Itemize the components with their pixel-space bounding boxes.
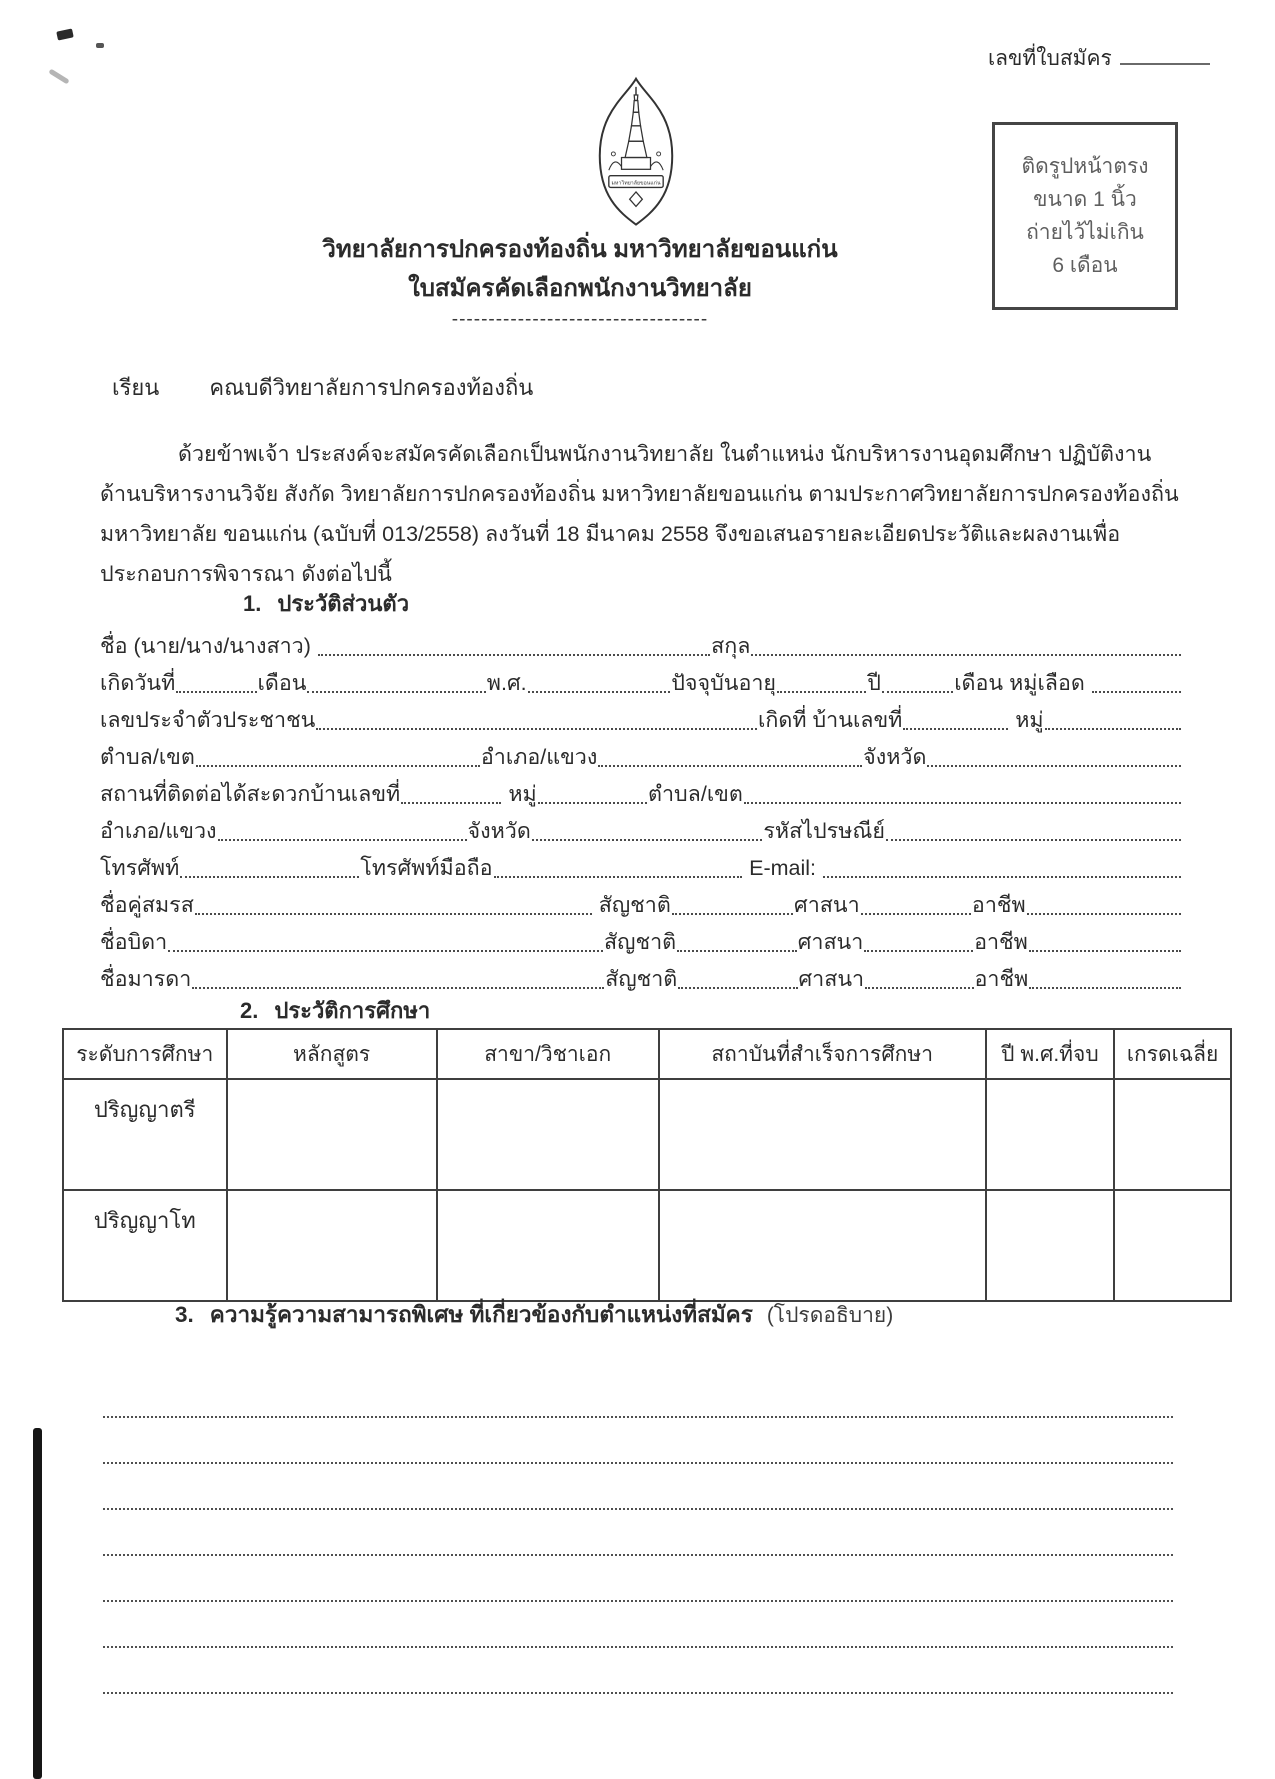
intro-paragraph [100,434,1182,594]
form-line [100,883,1182,920]
education-table-body [63,1079,1231,1301]
section3-note: (โปรดอธิบาย) [766,1304,894,1327]
document-title: วิทยาลัยการปกครองท้องถิ่น มหาวิทยาลัยขอนแก่น [322,236,838,263]
education-level-cell: ปริญญาตรี [63,1079,227,1190]
dotted-blank [1045,728,1181,730]
scan-artifact-speck [96,43,104,48]
scan-artifact-speck [56,28,74,40]
field-label: โทรศัพท์มือถือ [360,856,493,881]
intro-line: ด้วยข้าพเจ้า ประสงค์จะสมัครคัดเลือกเป็นพนักงานวิทยาลัย ในตำแหน่ง นักบริหารงานอุดมศึกษา ปฏิบัติงาน [178,442,1152,466]
field-label: สถานที่ติดต่อได้สะดวกบ้านเลขที่ [100,782,401,807]
section3-title: ความรู้ความสามารถพิเศษ ที่เกี่ยวข้องกับตำแหน่งที่สมัคร [209,1302,753,1327]
dotted-blank [823,876,1181,878]
education-empty-cell [1114,1079,1231,1190]
dotted-blank [751,654,1181,656]
field-label: อาชีพ [974,967,1029,992]
photo-box-line: ขนาด 1 นิ้ว [1033,188,1137,211]
field-label: ศาสนา [798,967,865,992]
field-label: ตำบล/เขต [648,782,743,807]
form-line [100,957,1182,994]
field-label: ศาสนา [797,930,864,955]
education-level-cell: ปริญญาโท [63,1190,227,1301]
education-empty-cell [437,1079,659,1190]
education-empty-cell [659,1190,986,1301]
education-column-header: สาขา/วิชาเอก [437,1029,659,1079]
field-label: หมู่ [502,782,537,807]
field-label: ชื่อ (นาย/นาง/นางสาว) [100,634,317,659]
dotted-blank [1029,987,1181,989]
answer-dotted-line [103,1556,1173,1602]
field-label: จังหวัด [863,745,927,770]
dotted-blank [744,802,1181,804]
scan-artifact-left-bar [33,1428,42,1779]
intro-line: มหาวิทยาลัย ขอนแก่น (ฉบับที่ 013/2558) ลงวันที่ 18 มีนาคม 2558 จึงขอเสนอรายละเอียดประวัติและผลงานเพื่อ [100,522,1121,546]
field-label: พ.ศ. [486,671,527,696]
field-label: เดือน หมู่เลือด [954,671,1091,696]
education-column-header: หลักสูตร [227,1029,437,1079]
dotted-blank [218,839,467,841]
salutation-value: คณบดีวิทยาลัยการปกครองท้องถิ่น [209,375,534,400]
form-line [100,735,1182,772]
dotted-blank [1027,913,1181,915]
dotted-blank [861,913,971,915]
education-table [62,1028,1232,1302]
dotted-blank [865,987,973,989]
field-label: อาชีพ [971,893,1026,918]
dotted-blank [903,728,1008,730]
dotted-blank [598,765,862,767]
intro-line: ประกอบการพิจารณา ดังต่อไปนี้ [100,562,392,586]
dotted-blank [678,987,797,989]
dotted-blank [532,839,763,841]
education-table-row [63,1190,1231,1301]
section2-number: 2. [240,998,259,1023]
dotted-blank [316,728,757,730]
answer-dotted-line [103,1464,1173,1510]
dotted-blank [192,987,604,989]
section3-heading [175,1296,893,1332]
dotted-blank [538,802,647,804]
section2-title: ประวัติการศึกษา [274,998,431,1023]
dotted-blank [1092,691,1181,693]
form-line [100,772,1182,809]
education-empty-cell [986,1079,1114,1190]
education-empty-cell [227,1079,437,1190]
application-number-label: เลขที่ใบสมัคร [988,47,1112,70]
dotted-blank [494,876,743,878]
photo-box-line: 6 เดือน [1052,254,1118,277]
field-label: เดือน [257,671,307,696]
section1-number: 1. [243,591,262,616]
education-empty-cell [437,1190,659,1301]
field-label: ตำบล/เขต [100,745,195,770]
field-label: เลขประจำตัวประชาชน [100,708,316,733]
field-label: เกิดที่ บ้านเลขที่ [758,708,903,733]
form-line [100,661,1182,698]
field-label: สกุล [711,634,751,659]
education-column-header: สถาบันที่สำเร็จการศึกษา [659,1029,986,1079]
section1-title: ประวัติส่วนตัว [277,591,410,616]
education-column-header: ระดับการศึกษา [63,1029,227,1079]
answer-dotted-line [103,1648,1173,1694]
dotted-blank [882,691,953,693]
field-label: ชื่อบิดา [100,930,168,955]
education-table-head [63,1029,1231,1079]
education-empty-cell [659,1079,986,1190]
answer-dotted-line [103,1372,1173,1418]
application-number-row [988,42,1210,75]
photo-box-line: ถ่ายไว้ไม่เกิน [1026,221,1144,244]
scan-artifact-smudge [48,69,69,85]
section3-number: 3. [175,1302,194,1327]
dotted-blank [318,654,710,656]
kku-emblem-icon [589,76,683,230]
answer-dotted-line [103,1510,1173,1556]
dotted-blank [401,802,501,804]
dotted-blank [180,876,359,878]
education-table-wrap [62,1028,1232,1302]
field-label: อำเภอ/แขวง [480,745,598,770]
field-label: อำเภอ/แขวง [100,819,217,844]
answer-dotted-line [103,1418,1173,1464]
field-label: ปี [867,671,881,696]
dotted-blank [672,913,793,915]
field-label: เกิดวันที่ [100,671,176,696]
dotted-blank [886,839,1181,841]
form-line [100,920,1182,957]
dotted-blank [927,765,1181,767]
photo-box-line: ติดรูปหน้าตรง [1021,155,1149,178]
education-empty-cell [1114,1190,1231,1301]
education-table-row [63,1079,1231,1190]
title-block [0,233,1160,331]
dotted-blank [176,691,256,693]
intro-line: ด้านบริหารงานวิจัย สังกัด วิทยาลัยการปกครองท้องถิ่น มหาวิทยาลัยขอนแก่น ตามประกาศวิทยาลัยการปกครองท้องถิ่น [100,482,1179,506]
field-label: รหัสไปรษณีย์ [763,819,885,844]
form-line [100,624,1182,661]
application-number-blank [1120,43,1210,65]
education-table-header-row [63,1029,1231,1079]
emblem-banner-text: มหาวิทยาลัยขอนแก่น [611,180,661,187]
dotted-blank [196,765,480,767]
field-label: สัญชาติ [592,893,671,918]
form-line [100,846,1182,883]
dotted-blank [677,950,797,952]
section2-heading [240,993,430,1028]
salutation-label: เรียน [112,375,160,400]
field-label: E-mail: [743,856,822,881]
education-empty-cell [227,1190,437,1301]
field-label: ปัจจุบันอายุ [671,671,777,696]
field-label: อาชีพ [974,930,1028,955]
education-empty-cell [986,1190,1114,1301]
field-label: ชื่อมารดา [100,967,192,992]
dotted-blank [528,691,671,693]
university-emblem-logo [589,76,683,230]
field-label: ชื่อคู่สมรส [100,893,194,918]
dotted-blank [864,950,973,952]
field-label: ศาสนา [794,893,860,918]
dotted-blank [777,691,866,693]
form-line [100,809,1182,846]
field-label: สัญชาติ [605,967,678,992]
form-line [100,698,1182,735]
education-column-header: เกรดเฉลี่ย [1114,1029,1231,1079]
answer-dotted-line [103,1602,1173,1648]
dotted-blank [168,950,603,952]
dotted-blank [195,913,592,915]
dotted-blank [1029,950,1181,952]
field-label: หมู่ [1009,708,1044,733]
education-column-header: ปี พ.ศ.ที่จบ [986,1029,1114,1079]
answer-lines [103,1372,1173,1694]
personal-fields [100,624,1182,994]
dashed-divider: ----------------------------------- [451,309,709,330]
field-label: สัญชาติ [604,930,677,955]
section1-heading [243,586,409,621]
field-label: จังหวัด [467,819,531,844]
salutation-row [112,370,533,405]
document-subtitle: ใบสมัครคัดเลือกพนักงานวิทยาลัย [408,275,752,302]
field-label: โทรศัพท์ [100,856,180,881]
dotted-blank [307,691,485,693]
